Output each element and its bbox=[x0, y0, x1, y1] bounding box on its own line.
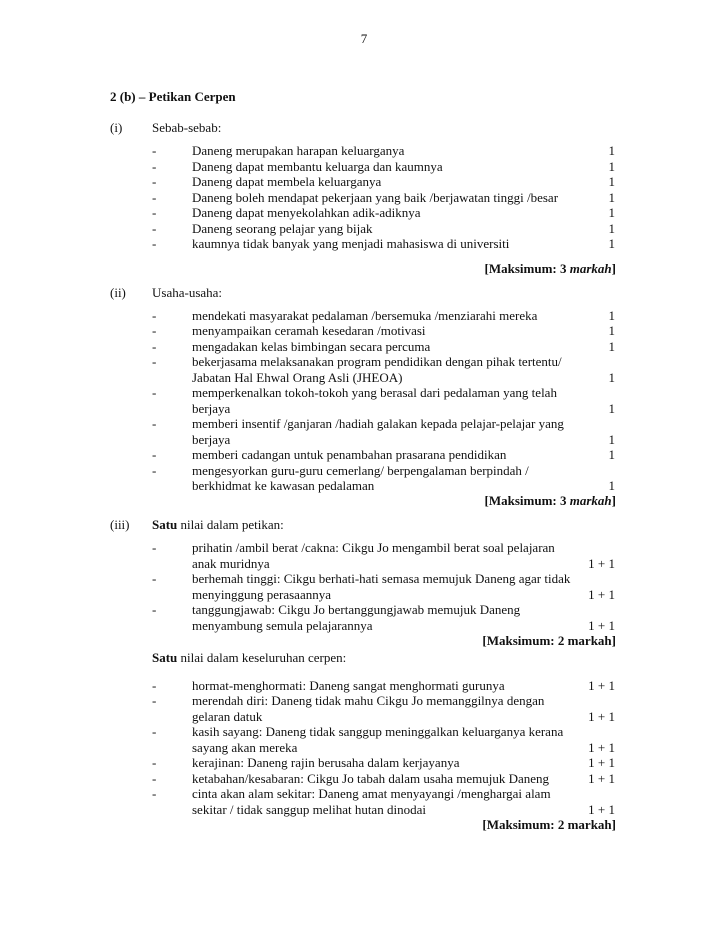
item-mark: 1 bbox=[608, 174, 615, 189]
item-mark: 1 bbox=[608, 236, 615, 251]
section-number: (i) bbox=[110, 120, 123, 135]
item-mark: 1 + 1 bbox=[588, 678, 615, 693]
item-mark: 1 bbox=[608, 478, 615, 493]
item-mark: 1 bbox=[608, 339, 615, 354]
bullet-dash: - bbox=[152, 385, 157, 400]
item-text: memberi insentif /ganjaran /hadiah galakan kepada pelajar-pelajar yang bbox=[192, 416, 564, 431]
item-text: prihatin /ambil berat /cakna: Cikgu Jo mengambil berat soal pelajaran bbox=[192, 540, 555, 555]
item-mark: 1 bbox=[608, 308, 615, 323]
bullet-dash: - bbox=[152, 354, 157, 369]
bullet-dash: - bbox=[152, 771, 157, 786]
item-text: ketabahan/kesabaran: Cikgu Jo tabah dalam usaha memujuk Daneng bbox=[192, 771, 550, 786]
item-text: Daneng dapat menyekolahkan adik-adiknya bbox=[192, 205, 421, 220]
item-text: mengesyorkan guru-guru cemerlang/ berpengalaman berpindah / bbox=[192, 463, 529, 478]
bullet-dash: - bbox=[152, 190, 157, 205]
item-text-continued: gelaran datuk bbox=[192, 709, 263, 724]
item-text: mendekati masyarakat pedalaman /bersemuka /menziarahi mereka bbox=[192, 308, 538, 323]
item-text-continued: Jabatan Hal Ehwal Orang Asli (JHEOA) bbox=[192, 370, 403, 385]
item-text: kasih sayang: Daneng tidak sanggup meninggalkan keluarganya kerana bbox=[192, 724, 564, 739]
maksimum-label: [Maksimum: 3 markah] bbox=[484, 493, 616, 508]
section-title: Satu nilai dalam petikan: bbox=[152, 517, 284, 532]
item-mark: 1 bbox=[608, 190, 615, 205]
bullet-dash: - bbox=[152, 205, 157, 220]
section-number: (ii) bbox=[110, 285, 126, 300]
bullet-dash: - bbox=[152, 786, 157, 801]
item-mark: 1 bbox=[608, 221, 615, 236]
item-text: Daneng boleh mendapat pekerjaan yang baik /berjawatan tinggi /besar bbox=[192, 190, 559, 205]
bullet-dash: - bbox=[152, 540, 157, 555]
item-mark: 1 bbox=[608, 205, 615, 220]
item-text: bekerjasama melaksanakan program pendidikan dengan pihak tertentu/ bbox=[192, 354, 562, 369]
item-text-continued: anak muridnya bbox=[192, 556, 270, 571]
bullet-dash: - bbox=[152, 416, 157, 431]
page-number: 7 bbox=[360, 31, 368, 46]
bullet-dash: - bbox=[152, 755, 157, 770]
item-text-continued: sayang akan mereka bbox=[192, 740, 298, 755]
maksimum-label: [Maksimum: 2 markah] bbox=[482, 633, 616, 648]
item-text-continued: berjaya bbox=[192, 401, 231, 416]
item-text: Daneng seorang pelajar yang bijak bbox=[192, 221, 373, 236]
bullet-dash: - bbox=[152, 678, 157, 693]
item-mark: 1 bbox=[608, 143, 615, 158]
item-mark: 1 + 1 bbox=[588, 771, 615, 786]
item-text: cinta akan alam sekitar: Daneng amat menyayangi /menghargai alam bbox=[192, 786, 551, 801]
item-mark: 1 bbox=[608, 370, 615, 385]
item-text: Daneng dapat membela keluarganya bbox=[192, 174, 382, 189]
bullet-dash: - bbox=[152, 571, 157, 586]
item-text: merendah diri: Daneng tidak mahu Cikgu Jo memanggilnya dengan bbox=[192, 693, 545, 708]
item-text: mengadakan kelas bimbingan secara percuma bbox=[192, 339, 431, 354]
item-text-continued: berkhidmat ke kawasan pedalaman bbox=[192, 478, 375, 493]
item-mark: 1 + 1 bbox=[588, 755, 615, 770]
item-text: memperkenalkan tokoh-tokoh yang berasal dari pedalaman yang telah bbox=[192, 385, 557, 400]
bullet-dash: - bbox=[152, 693, 157, 708]
section-title: Satu nilai dalam keseluruhan cerpen: bbox=[152, 650, 347, 665]
bullet-dash: - bbox=[152, 463, 157, 478]
item-mark: 1 bbox=[608, 323, 615, 338]
bullet-dash: - bbox=[152, 724, 157, 739]
item-text: Daneng merupakan harapan keluarganya bbox=[192, 143, 405, 158]
item-mark: 1 bbox=[608, 447, 615, 462]
item-mark: 1 + 1 bbox=[588, 709, 615, 724]
bullet-dash: - bbox=[152, 221, 157, 236]
item-mark: 1 bbox=[608, 432, 615, 447]
item-mark: 1 + 1 bbox=[588, 618, 615, 633]
bullet-dash: - bbox=[152, 143, 157, 158]
item-text: Daneng dapat membantu keluarga dan kaumnya bbox=[192, 159, 443, 174]
item-text-continued: menyambung semula pelajarannya bbox=[192, 618, 373, 633]
item-text-continued: menyinggung perasaannya bbox=[192, 587, 331, 602]
section-heading: 2 (b) – Petikan Cerpen bbox=[110, 89, 236, 104]
bullet-dash: - bbox=[152, 174, 157, 189]
item-mark: 1 bbox=[608, 401, 615, 416]
bullet-dash: - bbox=[152, 447, 157, 462]
maksimum-label: [Maksimum: 3 markah] bbox=[484, 261, 616, 276]
item-text: tanggungjawab: Cikgu Jo bertanggungjawab memujuk Daneng bbox=[192, 602, 521, 617]
item-mark: 1 + 1 bbox=[588, 802, 615, 817]
item-text-continued: sekitar / tidak sanggup melihat hutan dinodai bbox=[192, 802, 426, 817]
item-text: hormat-menghormati: Daneng sangat menghormati gurunya bbox=[192, 678, 505, 693]
maksimum-label: [Maksimum: 2 markah] bbox=[482, 817, 616, 832]
bullet-dash: - bbox=[152, 308, 157, 323]
section-title: Sebab-sebab: bbox=[152, 120, 222, 135]
section-number: (iii) bbox=[110, 517, 130, 532]
item-text: kaumnya tidak banyak yang menjadi mahasiswa di universiti bbox=[192, 236, 510, 251]
section-title: Usaha-usaha: bbox=[152, 285, 223, 300]
item-text-continued: berjaya bbox=[192, 432, 231, 447]
item-text: kerajinan: Daneng rajin berusaha dalam kerjayanya bbox=[192, 755, 460, 770]
item-mark: 1 + 1 bbox=[588, 740, 615, 755]
bullet-dash: - bbox=[152, 602, 157, 617]
item-mark: 1 + 1 bbox=[588, 587, 615, 602]
item-text: memberi cadangan untuk penambahan prasarana pendidikan bbox=[192, 447, 507, 462]
item-mark: 1 + 1 bbox=[588, 556, 615, 571]
bullet-dash: - bbox=[152, 323, 157, 338]
bullet-dash: - bbox=[152, 159, 157, 174]
item-text: menyampaikan ceramah kesedaran /motivasi bbox=[192, 323, 426, 338]
bullet-dash: - bbox=[152, 236, 157, 251]
item-mark: 1 bbox=[608, 159, 615, 174]
bullet-dash: - bbox=[152, 339, 157, 354]
item-text: berhemah tinggi: Cikgu berhati-hati semasa memujuk Daneng agar tidak bbox=[192, 571, 571, 586]
